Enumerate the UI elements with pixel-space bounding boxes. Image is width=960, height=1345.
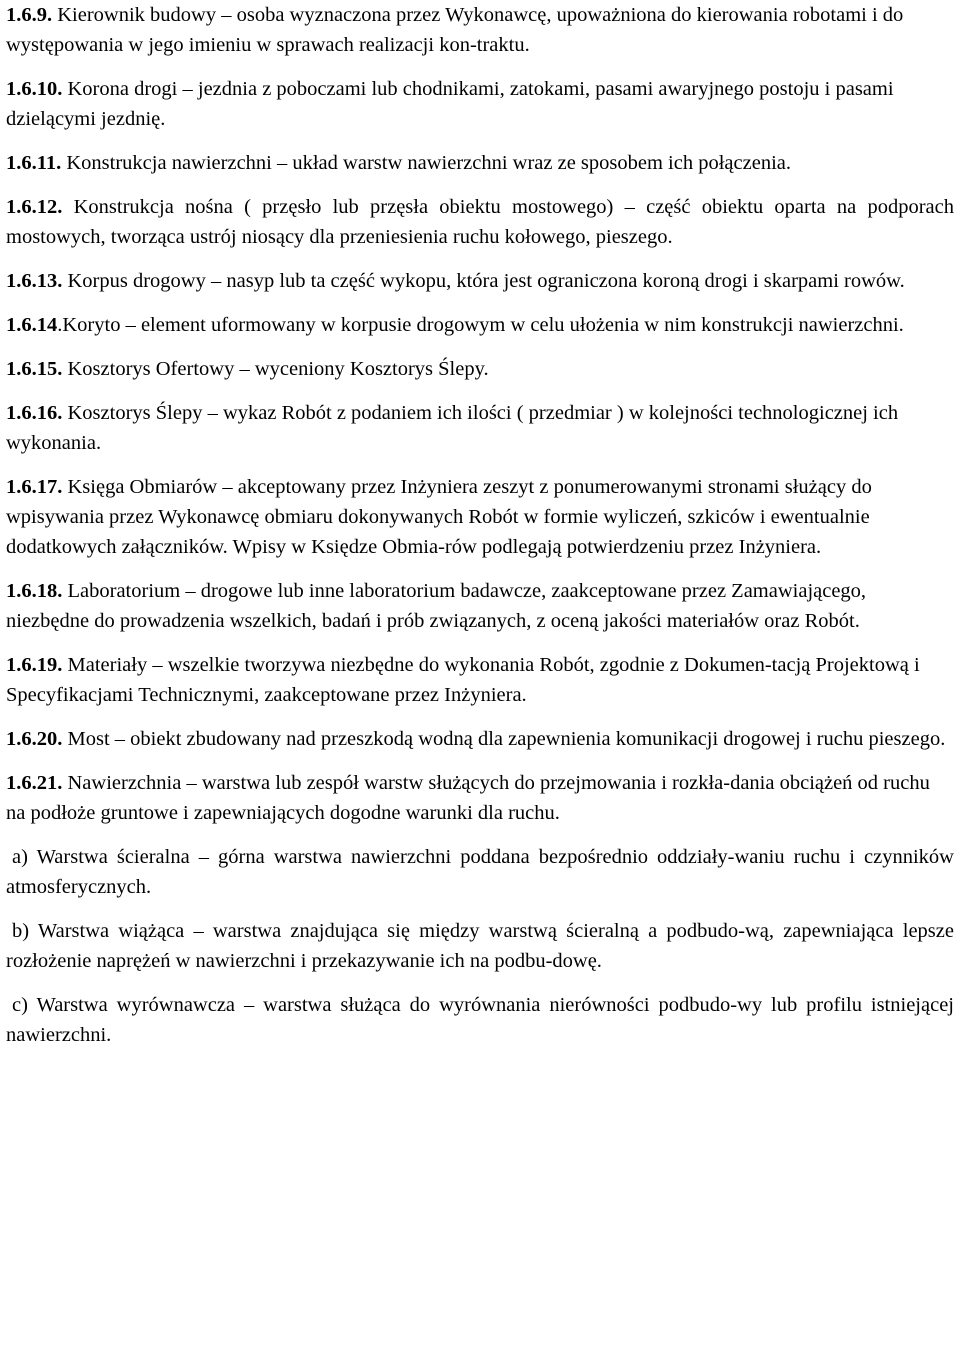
definition-text: Most – obiekt zbudowany nad przeszkodą wodną dla zapewnienia komunikacji drogowej i ruchu pieszego. bbox=[62, 728, 946, 750]
definition-1-6-18 bbox=[6, 576, 954, 636]
definition-text: Laboratorium – drogowe lub inne laboratorium badawcze, zaakceptowane przez Zamawiającego, niezbędne do prowadzenia wszelkich, badań i prób związanych, z oceną jakości materiałów oraz Robót. bbox=[6, 580, 867, 632]
sublist-text: Warstwa wyrównawcza – warstwa służąca do wyrównania nierówności podbudo-wy lub profilu istniejącej nawierzchni. bbox=[6, 994, 954, 1046]
definition-1-6-13 bbox=[6, 266, 954, 296]
definition-1-6-21 bbox=[6, 768, 954, 828]
definition-1-6-9 bbox=[6, 0, 954, 60]
sublist-label: c) bbox=[12, 994, 28, 1016]
definition-number: 1.6.17. bbox=[6, 476, 63, 498]
sublist-item-b bbox=[6, 916, 954, 976]
definition-number: 1.6.19. bbox=[6, 654, 63, 676]
definition-1-6-14 bbox=[6, 310, 954, 340]
definition-text: Korpus drogowy – nasyp lub ta część wykopu, która jest ograniczona koroną drogi i skarpami rowów. bbox=[62, 270, 905, 292]
definition-text: Kosztorys Ofertowy – wyceniony Kosztorys Ślepy. bbox=[62, 358, 489, 380]
definition-text: Kosztorys Ślepy – wykaz Robót z podaniem ich ilości ( przedmiar ) w kolejności technologicznej ich wykonania. bbox=[6, 402, 899, 454]
definition-text: Kierownik budowy – osoba wyznaczona przez Wykonawcę, upoważniona do kierowania robotami i do występowania w jego imieniu w sprawach realizacji kon-traktu. bbox=[6, 4, 904, 56]
definition-number: 1.6.11. bbox=[6, 152, 62, 174]
sublist-text: Warstwa ścieralna – górna warstwa nawierzchni poddana bezpośrednio oddziały-waniu ruchu i czynników atmosferycznych. bbox=[6, 846, 954, 898]
sublist-text: Warstwa wiążąca – warstwa znajdująca się między warstwą ścieralną a podbudo-wą, zapewniająca lepsze rozłożenie naprężeń w nawierzchni i przekazywanie ich na podbu-dowę. bbox=[6, 920, 954, 972]
definition-text: Nawierzchnia – warstwa lub zespół warstw służących do przejmowania i rozkła-dania obciążeń od ruchu na podłoże gruntowe i zapewniających dogodne warunki dla ruchu. bbox=[6, 772, 930, 824]
sublist-item-c bbox=[6, 990, 954, 1050]
sublist-label: a) bbox=[12, 846, 28, 868]
definition-number: 1.6.12. bbox=[6, 196, 63, 218]
definition-1-6-15 bbox=[6, 354, 954, 384]
definition-1-6-17 bbox=[6, 472, 954, 562]
definition-1-6-19 bbox=[6, 650, 954, 710]
definition-1-6-10 bbox=[6, 74, 954, 134]
sublist-label: b) bbox=[12, 920, 30, 942]
definition-number: 1.6.21. bbox=[6, 772, 63, 794]
definition-number: 1.6.14 bbox=[6, 314, 58, 336]
definition-number: 1.6.10. bbox=[6, 78, 63, 100]
definition-number: 1.6.16. bbox=[6, 402, 63, 424]
definition-text: .Koryto – element uformowany w korpusie drogowym w celu ułożenia w nim konstrukcji nawierzchni. bbox=[57, 314, 904, 336]
definition-number: 1.6.13. bbox=[6, 270, 63, 292]
definition-text: Księga Obmiarów – akceptowany przez Inżyniera zeszyt z ponumerowanymi stronami służący do wpisywania przez Wykonawcę obmiaru dokonywanych Robót w formie wyliczeń, szkiców i ewentualnie dodatkowych załączników. Wpisy w Księdze Obmia-rów podlegają potwierdzeniu przez Inżyniera. bbox=[6, 476, 872, 558]
definition-number: 1.6.18. bbox=[6, 580, 63, 602]
definition-text: Konstrukcja nawierzchni – układ warstw nawierzchni wraz ze sposobem ich połączenia. bbox=[61, 152, 791, 174]
definition-1-6-16 bbox=[6, 398, 954, 458]
definition-text: Korona drogi – jezdnia z poboczami lub chodnikami, zatokami, pasami awaryjnego postoju i pasami dzielącymi jezdnię. bbox=[6, 78, 894, 130]
definition-text: Materiały – wszelkie tworzywa niezbędne do wykonania Robót, zgodnie z Dokumen-tacją Projektową i Specyfikacjami Technicznymi, zaakceptowane przez Inżyniera. bbox=[6, 654, 920, 706]
definition-number: 1.6.15. bbox=[6, 358, 63, 380]
definition-text: Konstrukcja nośna ( przęsło lub przęsła obiektu mostowego) – część obiektu oparta na podporach mostowych, tworząca ustrój niosący dla przeniesienia ruchu kołowego, pieszego. bbox=[6, 196, 954, 248]
definition-number: 1.6.20. bbox=[6, 728, 63, 750]
definition-number: 1.6.9. bbox=[6, 4, 53, 26]
definition-1-6-20 bbox=[6, 724, 954, 754]
sublist-item-a bbox=[6, 842, 954, 902]
definition-1-6-11 bbox=[6, 148, 954, 178]
definition-1-6-12 bbox=[6, 192, 954, 252]
